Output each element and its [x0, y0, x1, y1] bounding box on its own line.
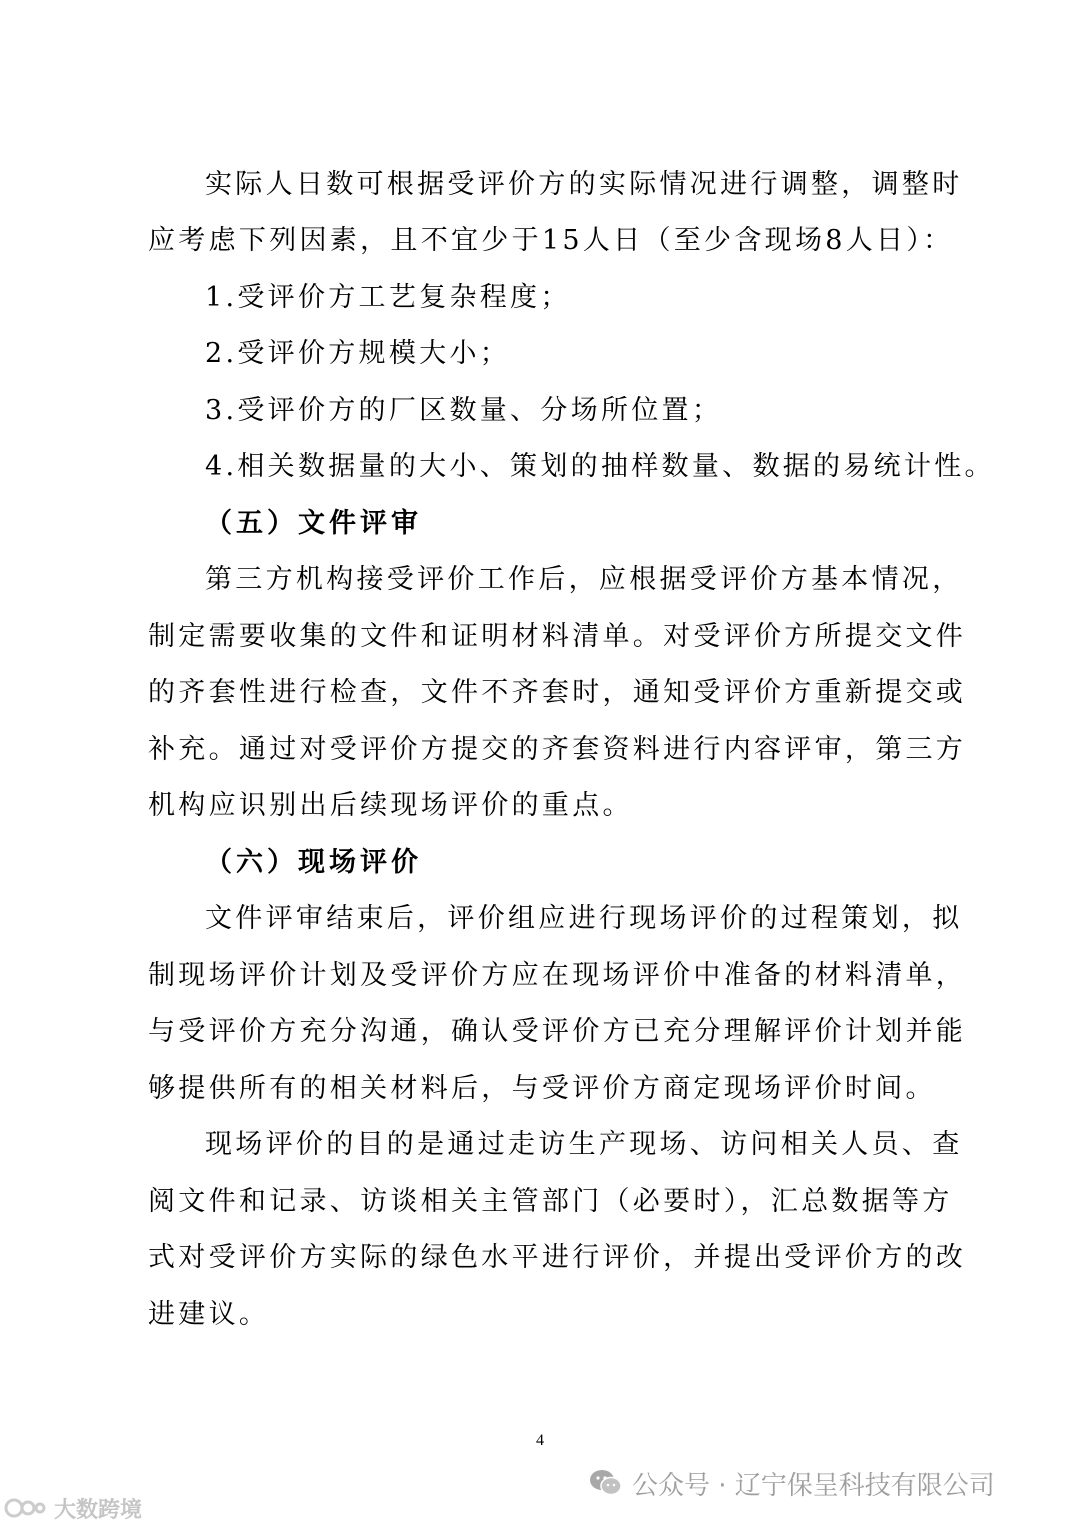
paragraph-line: 第三方机构接受评价工作后，应根据受评价方基本情况，	[205, 564, 963, 595]
paragraph-line: 制现场评价计划及受评价方应在现场评价中准备的材料清单，	[148, 960, 967, 991]
section-heading: （五）文件评审	[205, 508, 422, 539]
paragraph-line: 阅文件和记录、访谈相关主管部门（必要时），汇总数据等方	[148, 1186, 953, 1217]
list-item: 2.受评价方规模大小；	[205, 338, 511, 369]
brand-watermark	[4, 1493, 142, 1523]
paragraph-line: 够提供所有的相关材料后，与受评价方商定现场评价时间。	[148, 1073, 936, 1104]
paragraph-line: 应考虑下列因素，且不宜少于15人日（至少含现场8人日）：	[148, 225, 954, 256]
wechat-icon	[588, 1468, 624, 1498]
paragraph-line: 实际人日数可根据受评价方的实际情况进行调整，调整时	[205, 169, 963, 200]
paragraph-line: 补充。通过对受评价方提交的齐套资料进行内容评审，第三方	[148, 734, 967, 765]
paragraph-line: 式对受评价方实际的绿色水平进行评价，并提出受评价方的改	[148, 1242, 967, 1273]
section-heading: （六）现场评价	[205, 847, 422, 878]
wechat-watermark	[588, 1466, 995, 1500]
paragraph-line: 机构应识别出后续现场评价的重点。	[148, 790, 633, 821]
paragraph-line: 制定需要收集的文件和证明材料清单。对受评价方所提交文件	[148, 621, 967, 652]
brand-logo-icon	[4, 1495, 50, 1521]
paragraph-line: 进建议。	[148, 1299, 270, 1330]
brand-watermark-text: 大数跨境	[54, 1497, 143, 1523]
paragraph-line: 与受评价方充分沟通，确认受评价方已充分理解评价计划并能	[148, 1016, 967, 1047]
page-number: 4	[536, 1432, 544, 1449]
paragraph-line: 现场评价的目的是通过走访生产现场、访问相关人员、查	[205, 1129, 963, 1160]
list-item: 4.相关数据量的大小、策划的抽样数量、数据的易统计性。	[205, 451, 995, 482]
list-item: 3.受评价方的厂区数量、分场所位置；	[205, 395, 723, 426]
wechat-account-text: 公众号 · 辽宁保呈科技有限公司	[632, 1470, 995, 1501]
paragraph-line: 文件评审结束后，评价组应进行现场评价的过程策划，拟	[205, 903, 963, 934]
list-item: 1.受评价方工艺复杂程度；	[205, 282, 571, 313]
paragraph-line: 的齐套性进行检查，文件不齐套时，通知受评价方重新提交或	[148, 677, 967, 708]
